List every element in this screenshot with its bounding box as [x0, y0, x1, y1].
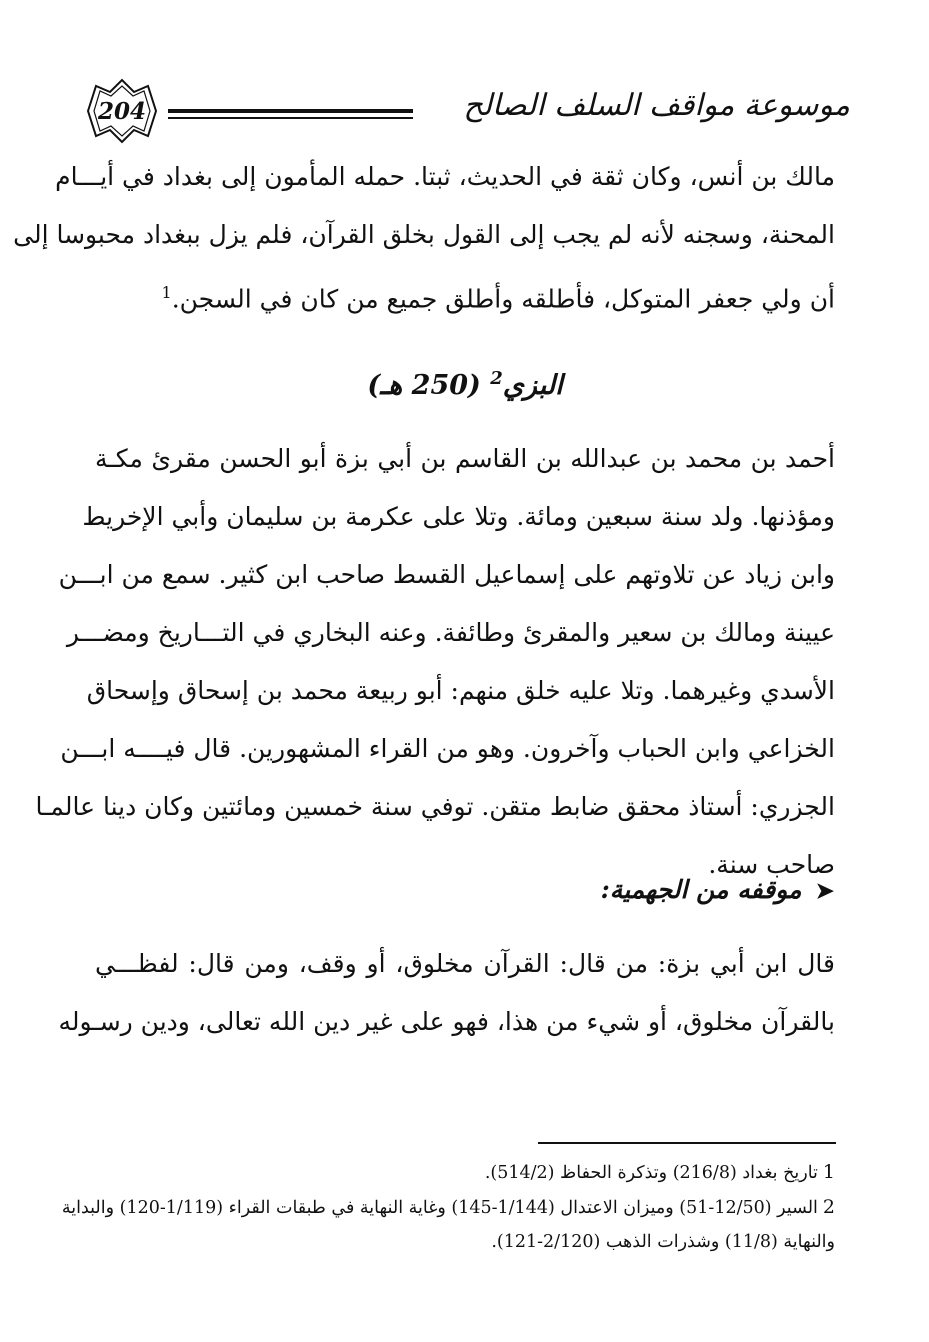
footnote-item	[100, 1155, 835, 1190]
text-line: مالك بن أنس، وكان ثقة في الحديث، ثبتا. حمله المأمون إلى بغداد في أيـــام	[55, 162, 835, 191]
quote-paragraph	[58, 935, 835, 1051]
page-number: 204	[97, 98, 146, 125]
arrowhead-icon: ➤	[815, 878, 834, 904]
text-line: المحنة، وسجنه لأنه لم يجب إلى القول بخلق القرآن، فلم يزل ببغداد محبوسا إلى	[13, 220, 835, 249]
footnote-number: 1	[822, 1161, 835, 1183]
biography-paragraph	[35, 430, 835, 894]
footnote-ref: 1	[161, 283, 172, 302]
text-line: عيينة ومالك بن سعير والمقرئ وطائفة. وعنه البخاري في التـــاريخ ومضـــر	[66, 618, 835, 647]
footnote-number: 2	[822, 1196, 835, 1218]
footnote-item	[61, 1190, 835, 1225]
heading-date: (250 هـ)	[367, 370, 481, 401]
text-line: وابن زياد عن تلاوتهم على إسماعيل القسط صاحب ابن كثير. سمع من ابـــن	[58, 560, 835, 589]
section-subheading	[601, 875, 834, 904]
text-line-body: أن ولي جعفر المتوكل، فأطلقه وأطلق جميع من كان في السجن.	[171, 284, 835, 314]
text-line: ومؤذنها. ولد سنة سبعين ومائة. وتلا على عكرمة بن سليمان وأبي الإخريط	[82, 502, 835, 531]
entry-heading	[95, 368, 835, 401]
text-line: صاحب سنة.	[708, 850, 835, 879]
page-number-badge	[80, 78, 164, 144]
text-line-last	[95, 264, 835, 322]
heading-footnote-ref: 2	[490, 368, 503, 389]
text-line: بالقرآن مخلوق، أو شيء من هذا، فهو على غير دين الله تعالى، ودين رسـوله	[58, 1007, 835, 1036]
footnote-continuation: والنهاية (11/8) وشذرات الذهب (2/120-121).	[491, 1232, 835, 1252]
heading-name: البزي	[502, 370, 563, 401]
header-rule-thin	[168, 117, 413, 119]
running-header	[80, 72, 850, 148]
text-line: الجزري: أستاذ محقق ضابط متقن. توفي سنة خمسين ومائتين وكان دينا عالمـا	[35, 792, 835, 821]
text-line: قال ابن أبي بزة: من قال: القرآن مخلوق، أو وقف، ومن قال: لفظـــي	[95, 949, 835, 978]
text-line: الخزاعي وابن الحباب وآخرون. وهو من القراء المشهورين. قال فيــــه ابـــن	[60, 734, 835, 763]
footnote-text: تاريخ بغداد (216/8) وتذكرة الحفاظ (514/2).	[484, 1163, 818, 1183]
footnote-text: السير (12/50-51) وميزان الاعتدال (1/144-145) وغاية النهاية في طبقات القراء (1/119-120) والبداية	[61, 1198, 818, 1218]
text-line: أحمد بن محمد بن عبدالله بن القاسم بن أبي بزة أبو الحسن مقرئ مكـة	[95, 444, 835, 473]
footnote-separator	[538, 1142, 836, 1144]
text-line: الأسدي وغيرهما. وتلا عليه خلق منهم: أبو ربيعة محمد بن إسحاق وإسحاق	[86, 676, 835, 705]
paragraph-continuation	[13, 148, 835, 322]
header-rule-thick	[168, 109, 413, 113]
subheading-text: موقفه من الجهمية:	[600, 875, 802, 904]
book-title: موسوعة مواقف السلف الصالح	[463, 88, 850, 123]
footnotes	[61, 1155, 835, 1259]
